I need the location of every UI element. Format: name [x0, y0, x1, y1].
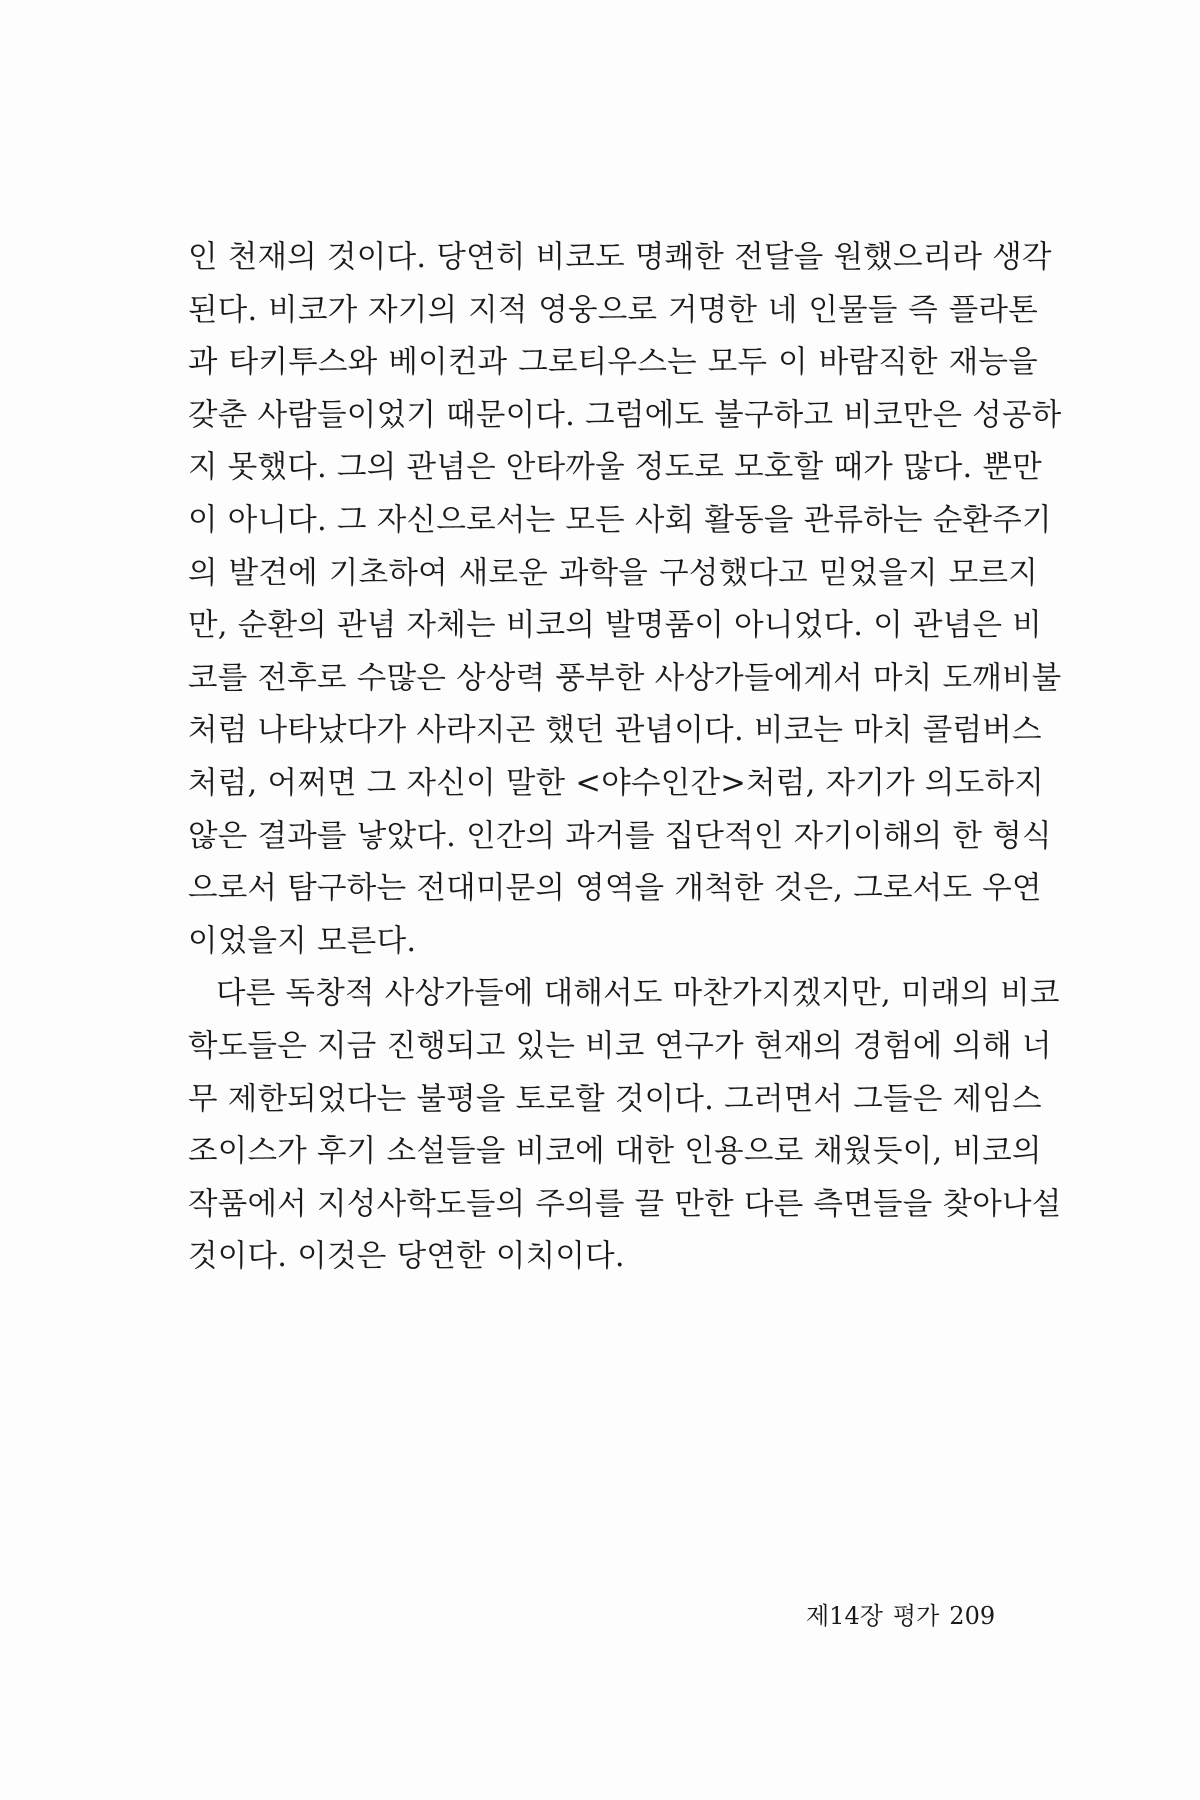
text-line: 인 천재의 것이다. 당연히 비코도 명쾌한 전달을 원했으리라 생각 — [188, 240, 1052, 275]
page-number: 209 — [949, 1602, 996, 1630]
text-line: 만, 순환의 관념 자체는 비코의 발명품이 아니었다. 이 관념은 비 — [188, 608, 1043, 644]
text-line: 이 아니다. 그 자신으로서는 모든 사회 활동을 관류하는 순환주기 — [188, 502, 1052, 538]
running-footer — [806, 1596, 995, 1631]
chapter-label: 제14장 — [806, 1602, 883, 1630]
text-line: 학도들은 지금 진행되고 있는 비코 연구가 현재의 경험에 의해 너 — [188, 1028, 1052, 1064]
paragraph-2 — [188, 968, 1062, 1284]
text-line: 이었을지 모른다. — [188, 923, 417, 959]
text-line: 코를 전후로 수많은 상상력 풍부한 사상가들에게서 마치 도깨비불 — [188, 660, 1062, 696]
text-line: 조이스가 후기 소설들을 비코에 대한 인용으로 채웠듯이, 비코의 — [188, 1134, 1042, 1170]
chapter-title: 평가 — [892, 1602, 940, 1630]
text-line: 된다. 비코가 자기의 지적 영웅으로 거명한 네 인물들 즉 플라톤 — [188, 292, 1038, 328]
text-line: 것이다. 이것은 당연한 이치이다. — [188, 1239, 625, 1275]
text-line: 갖춘 사람들이었기 때문이다. 그럼에도 불구하고 비코만은 성공하 — [188, 397, 1062, 433]
text-line: 처럼, 어쩌면 그 자신이 말한 <야수인간>처럼, 자기가 의도하지 — [188, 765, 1044, 801]
text-line: 않은 결과를 낳았다. 인간의 과거를 집단적인 자기이해의 한 형식 — [188, 818, 1052, 854]
text-line: 과 타키투스와 베이컨과 그로티우스는 모두 이 바람직한 재능을 — [188, 345, 1038, 381]
body-text — [188, 232, 1062, 1284]
paragraph-1 — [188, 232, 1062, 968]
text-line: 지 못했다. 그의 관념은 안타까울 정도로 모호할 때가 많다. 뿐만 — [188, 450, 1043, 486]
text-line: 무 제한되었다는 불평을 토로할 것이다. 그러면서 그들은 제임스 — [188, 1081, 1042, 1117]
text-line: 다른 독창적 사상가들에 대해서도 마찬가지겠지만, 미래의 비코 — [216, 976, 1060, 1012]
text-line: 처럼 나타났다가 사라지곤 했던 관념이다. 비코는 마치 콜럼버스 — [188, 713, 1042, 749]
text-line: 작품에서 지성사학도들의 주의를 끌 만한 다른 측면들을 찾아나설 — [188, 1186, 1062, 1222]
text-line: 의 발견에 기초하여 새로운 과학을 구성했다고 믿었을지 모르지 — [188, 555, 1038, 591]
text-line: 으로서 탐구하는 전대미문의 영역을 개척한 것은, 그로서도 우연 — [188, 871, 1042, 907]
